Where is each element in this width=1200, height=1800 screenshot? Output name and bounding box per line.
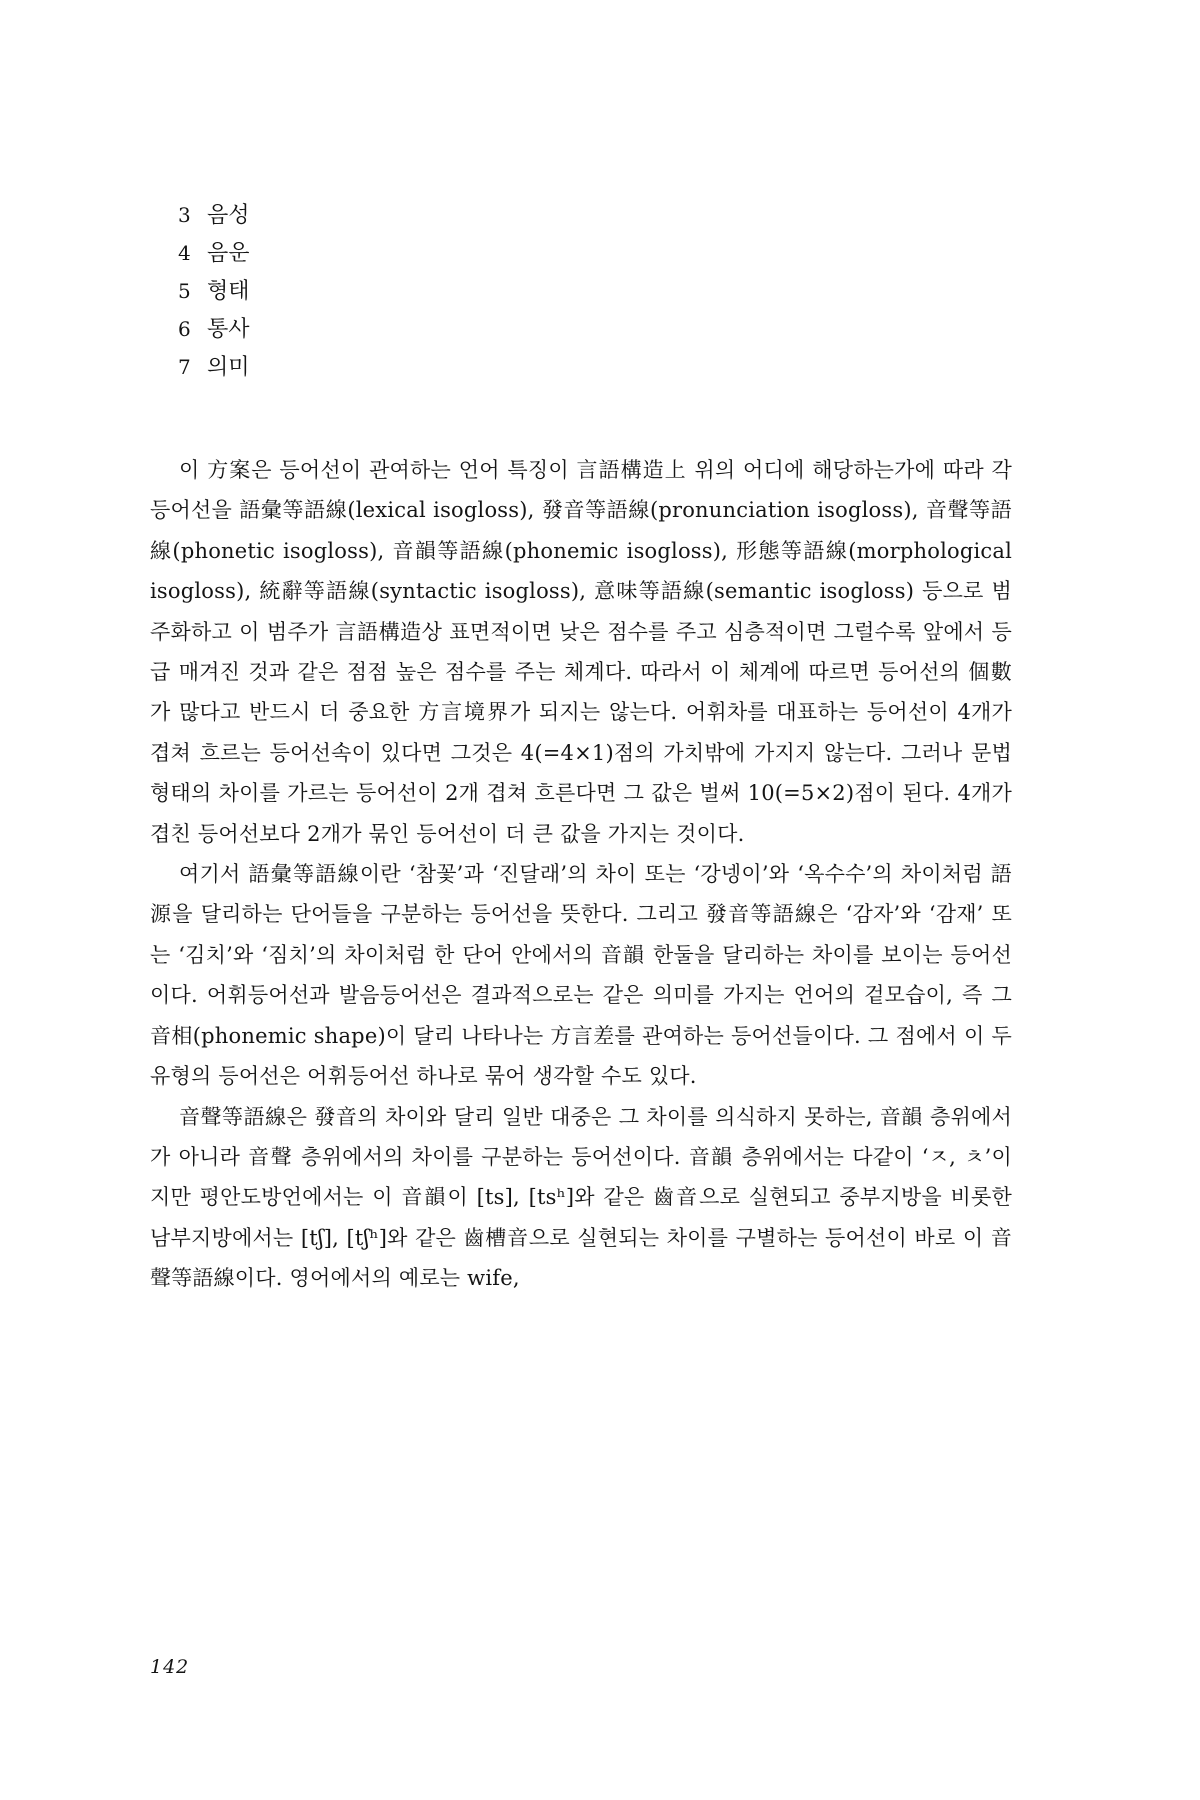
list-item [178,234,250,272]
list-item [178,348,250,386]
list-item [178,196,250,234]
paragraph: 音聲等語線은 發音의 차이와 달리 일반 대중은 그 차이를 의식하지 못하는, 音韻 층위에서가 아니라 音聲 층위에서의 차이를 구분하는 등어선이다. 音韻 층위에서는 다같이 ‘ㅈ, ㅊ’이지만 평안도방언에서는 이 音韻이 [ts], [tsʰ]와 같은 齒音으로 실현되고 중부지방을 비롯한 남부지방에서는 [tʃ], [tʃʰ]와 같은 齒槽音으로 실현되는 차이를 구별하는 등어선이 바로 이 音聲等語線이다. 영어에서의 예로는 wife, [150,1104,1012,1291]
list-item-label: 통사 [207,317,250,342]
list-item-number: 4 [178,241,191,265]
list-item-number: 5 [178,279,191,303]
list-item-label: 의미 [207,355,250,380]
list-item-label: 음성 [207,203,250,228]
page-number: 142 [150,1656,190,1678]
list-item-label: 형태 [207,279,250,304]
list-item-number: 3 [178,203,191,227]
list-item-label: 음운 [207,241,250,266]
list-item-number: 6 [178,317,191,341]
paragraph: 여기서 語彙等語線이란 ‘참꽃’과 ‘진달래’의 차이 또는 ‘강넹이’와 ‘옥수수’의 차이처럼 語源을 달리하는 단어들을 구분하는 등어선을 뜻한다. 그리고 發音等語線은 ‘감자’와 ‘감재’ 또는 ‘김치’와 ‘짐치’의 차이처럼 한 단어 안에서의 音韻 한둘을 달리하는 차이를 보이는 등어선이다. 어휘등어선과 발음등어선은 결과적으로는 같은 의미를 가지는 언어의 겉모습이, 즉 그 音相(phonemic shape)이 달리 나타나는 方言差를 관여하는 등어선들이다. 그 점에서 이 두 유형의 등어선은 어휘등어선 하나로 묶어 생각할 수도 있다. [150,862,1012,1089]
body-text [150,450,1012,1299]
list-item [178,310,250,348]
category-list [178,196,250,386]
list-item-number: 7 [178,355,191,379]
list-item [178,272,250,310]
paragraph: 이 方案은 등어선이 관여하는 언어 특징이 言語構造上 위의 어디에 해당하는가에 따라 각 등어선을 語彙等語線(lexical isogloss), 發音等語線(pronunciation isogloss), 音聲等語線(phonetic isogloss), 音韻等語線(phonemic isogloss), 形態等語線(morphological isogloss), 統辭等語線(syntactic isogloss), 意味等語線(semantic isogloss) 등으로 범주화하고 이 범주가 言語構造상 표면적이면 낮은 점수를 주고 심층적이면 그럴수록 앞에서 등급 매겨진 것과 같은 점점 높은 점수를 주는 체계다. 따라서 이 체계에 따르면 등어선의 個數가 많다고 반드시 더 중요한 方言境界가 되지는 않는다. 어휘차를 대표하는 등어선이 4개가 겹쳐 흐르는 등어선속이 있다면 그것은 4(=4×1)점의 가치밖에 가지지 않는다. 그러나 문법 형태의 차이를 가르는 등어선이 2개 겹쳐 흐른다면 그 값은 벌써 10(=5×2)점이 된다. 4개가 겹친 등어선보다 2개가 묶인 등어선이 더 큰 값을 가지는 것이다. [150,458,1012,846]
